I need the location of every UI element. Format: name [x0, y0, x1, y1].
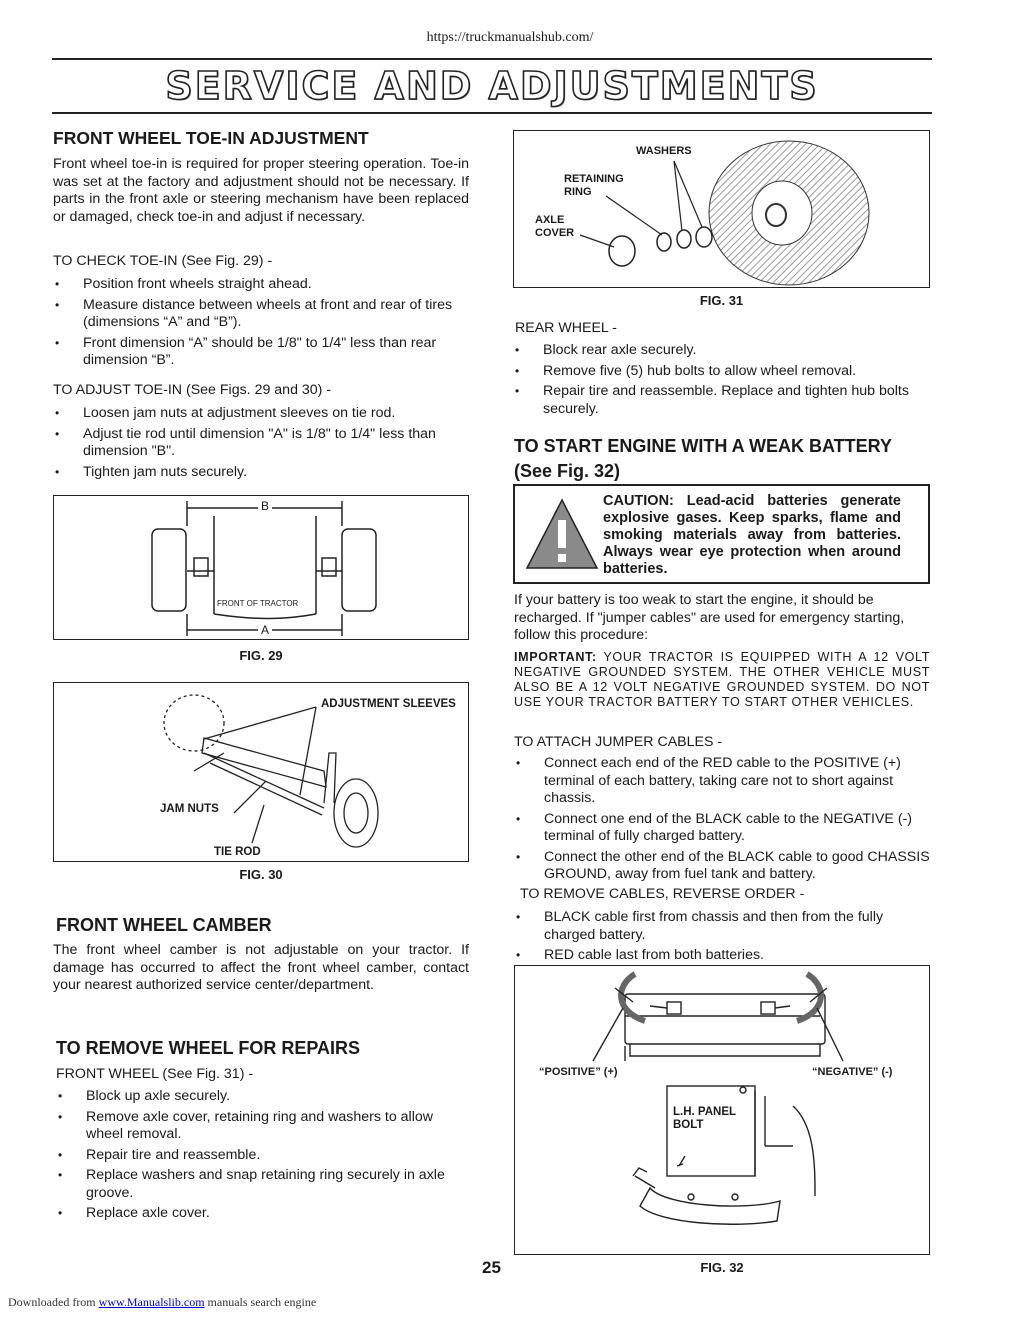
list-item: • Block rear axle securely.: [513, 342, 931, 360]
attach-cables-list: [514, 755, 930, 887]
list-item: • Measure distance between wheels at front and rear of tires (dimensions “A” and “B”).: [53, 297, 469, 332]
toe-in-heading: FRONT WHEEL TOE-IN ADJUSTMENT: [53, 128, 369, 148]
list-item: • Replace washers and snap retaining ring securely in axle groove.: [56, 1167, 472, 1202]
caution-text: CAUTION: Lead-acid batteries generate explosive gases. Keep sparks, flame and smoking materials away from batteries. Always wear eye protection when around batteries.: [603, 493, 901, 577]
washers-label: WASHERS: [636, 145, 692, 157]
footer-prefix: Downloaded from: [8, 1295, 96, 1309]
camber-text: The front wheel camber is not adjustable on your tractor. If damage has occurred to affect the front wheel camber, contact your nearest authorized service center/department.: [53, 942, 469, 993]
list-item: • Repair tire and reassemble. Replace and tighten hub bolts securely.: [513, 383, 931, 418]
list-item: • RED cable last from both batteries.: [514, 947, 930, 965]
toe-in-intro: Front wheel toe-in is required for proper steering operation. Toe-in was set at the factory and adjustment should not be necessary. If parts in the front axle or steering mechanism have been replaced or damaged, check toe-in and adjust if necessary.: [53, 156, 469, 225]
check-toe-in-list: [53, 276, 469, 373]
important-label: IMPORTANT:: [514, 650, 597, 664]
list-item: • Repair tire and reassemble.: [56, 1147, 472, 1165]
list-item: • Connect each end of the RED cable to the POSITIVE (+) terminal of each battery, taking care not to short against chassis.: [514, 755, 930, 808]
manualslib-link[interactable]: www.Manualslib.com: [98, 1295, 205, 1309]
page-banner-title: SERVICE AND ADJUSTMENTS: [165, 64, 819, 108]
warning-triangle-icon: [525, 498, 599, 570]
dimension-b-label: B: [258, 499, 272, 513]
axle-cover-label: AXLE COVER: [535, 214, 575, 239]
important-text: YOUR TRACTOR IS EQUIPPED WITH A 12 VOLT NEGATIVE GROUNDED SYSTEM. THE OTHER VEHICLE MUST ALSO BE A 12 VOLT NEGATIVE GROUNDED SYSTEM. DO NOT USE YOUR TRACTOR BATTERY TO START OTHER VEHICLES.: [514, 650, 930, 709]
adjustment-sleeves-label: ADJUSTMENT SLEEVES: [321, 698, 456, 710]
lh-panel-bolt-label: L.H. PANEL BOLT: [673, 1106, 736, 1131]
list-item: • Block up axle securely.: [56, 1088, 472, 1106]
important-note: [514, 650, 930, 710]
attach-cables-title: TO ATTACH JUMPER CABLES -: [514, 734, 723, 750]
fig29-caption: FIG. 29: [239, 648, 283, 663]
fig29-diagram: [53, 495, 469, 640]
tie-rod-label: TIE ROD: [214, 846, 261, 858]
list-item: • BLACK cable first from chassis and then from the fully charged battery.: [514, 909, 930, 944]
list-item: • Replace axle cover.: [56, 1205, 472, 1223]
rear-wheel-list: [513, 342, 931, 421]
fig30-diagram: [53, 682, 469, 862]
weak-battery-heading: TO START ENGINE WITH A WEAK BATTERY: [514, 436, 892, 456]
fig31-caption: FIG. 31: [699, 293, 744, 308]
banner-rule: [52, 112, 932, 114]
remove-cables-title: TO REMOVE CABLES, REVERSE ORDER -: [520, 886, 805, 902]
jam-nuts-label: JAM NUTS: [160, 803, 219, 815]
top-rule: [52, 58, 932, 60]
front-wheel-list: [56, 1088, 472, 1226]
list-item: • Loosen jam nuts at adjustment sleeves on tie rod.: [53, 405, 469, 423]
caution-box: [513, 484, 930, 584]
fig30-caption: FIG. 30: [239, 867, 283, 882]
toe-in-wheels-illustration: [54, 496, 467, 638]
rear-wheel-title: REAR WHEEL -: [515, 320, 617, 336]
remove-cables-list: [514, 909, 930, 968]
front-of-tractor-label: FRONT OF TRACTOR: [217, 599, 299, 608]
camber-heading: FRONT WHEEL CAMBER: [56, 915, 272, 935]
front-wheel-title: FRONT WHEEL (See Fig. 31) -: [56, 1066, 254, 1082]
adjust-toe-in-title: TO ADJUST TOE-IN (See Figs. 29 and 30) -: [53, 382, 332, 398]
weak-battery-subheading: (See Fig. 32): [514, 461, 621, 481]
front-wheel-illustration: [514, 131, 928, 286]
list-item: • Tighten jam nuts securely.: [53, 464, 469, 482]
list-item: • Connect one end of the BLACK cable to the NEGATIVE (-) terminal of fully charged battery.: [514, 811, 930, 846]
page-number: 25: [482, 1258, 501, 1277]
remove-wheel-heading: TO REMOVE WHEEL FOR REPAIRS: [56, 1038, 361, 1058]
battery-intro: If your battery is too weak to start the engine, it should be recharged. If "jumper cables" are used for emergency starting, follow this procedure:: [514, 592, 905, 643]
fig31-diagram: [513, 130, 930, 288]
list-item: • Remove axle cover, retaining ring and washers to allow wheel removal.: [56, 1109, 472, 1144]
list-item: • Position front wheels straight ahead.: [53, 276, 469, 294]
download-footer: [8, 1295, 316, 1310]
positive-terminal-label: “POSITIVE” (+): [539, 1066, 618, 1078]
check-toe-in-title: TO CHECK TOE-IN (See Fig. 29) -: [53, 253, 273, 269]
adjust-toe-in-list: [53, 405, 469, 484]
dimension-a-label: A: [258, 623, 272, 637]
retaining-ring-label: RETAINING RING: [564, 173, 624, 198]
fig32-diagram: [514, 965, 930, 1255]
footer-suffix: manuals search engine: [207, 1295, 317, 1309]
list-item: • Front dimension “A” should be 1/8" to 1/4" less than rear dimension “B”.: [53, 335, 469, 370]
list-item: • Connect the other end of the BLACK cable to good CHASSIS GROUND, away from fuel tank and battery.: [514, 849, 930, 884]
fig32-caption: FIG. 32: [700, 1260, 744, 1275]
list-item: • Remove five (5) hub bolts to allow wheel removal.: [513, 363, 931, 381]
list-item: • Adjust tie rod until dimension "A" is 1/8" to 1/4" less than dimension "B".: [53, 426, 469, 461]
source-url[interactable]: https://truckmanualshub.com/: [426, 30, 594, 45]
negative-terminal-label: “NEGATIVE” (-): [812, 1066, 893, 1078]
